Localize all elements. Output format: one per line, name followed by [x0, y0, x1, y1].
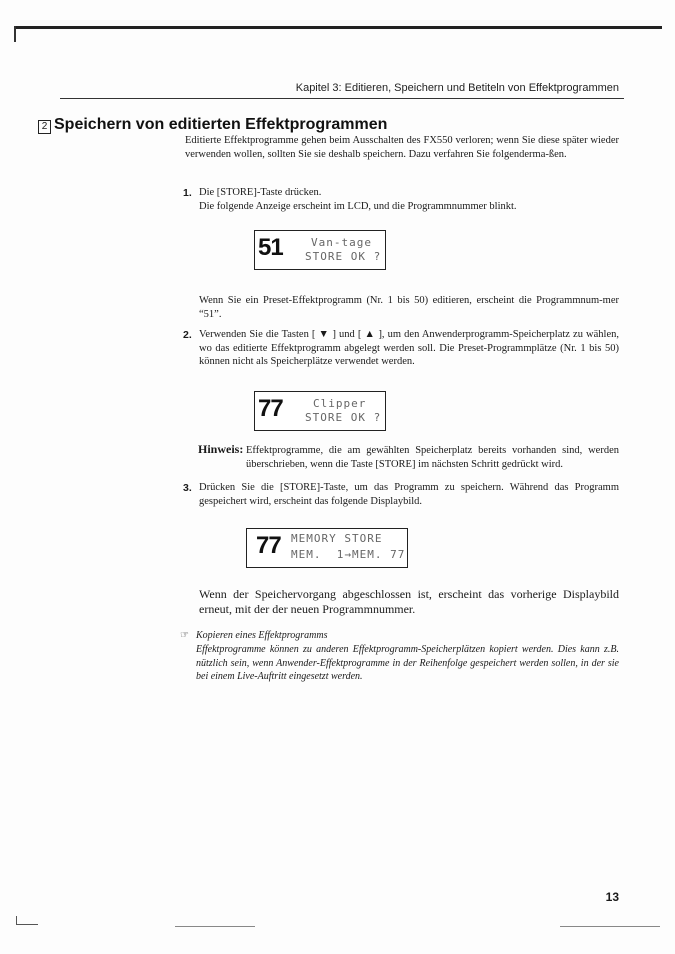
lcd-display-1 [254, 230, 386, 270]
scan-edge [14, 26, 662, 29]
step-3-text: Drücken Sie die [STORE]-Taste, um das Programm zu speichern. Während das Programm gespeichert wird, erscheint das folgende Displaybild. [199, 482, 619, 507]
step-1-number: 1. [183, 187, 192, 199]
lcd-display-3 [246, 528, 408, 568]
scan-corner [14, 26, 16, 42]
lcd-line-2: STORE OK ? [305, 411, 382, 424]
lcd-line-2: MEM. 1→MEM. 77 [291, 548, 406, 561]
header-rule [60, 98, 624, 99]
lcd-program-number: 77 [258, 395, 283, 422]
step-2-number: 2. [183, 329, 192, 341]
step-3-after: Wenn der Speichervorgang abgeschlossen ist, erscheint das vorherige Displaybild erneut, mit der der neuen Programmnummer. [199, 587, 619, 616]
step-1-text: Die [STORE]-Taste drücken. [199, 187, 322, 198]
pointing-hand-icon: ☞ [180, 630, 189, 641]
page-number: 13 [605, 890, 619, 904]
intro-paragraph: Editierte Effektprogramme gehen beim Ausschalten des FX550 verloren; wenn Sie diese später wieder verwenden wollen, sollten Sie sie deshalb speichern. Dazu verfahren Sie folgenderma-ßen. [185, 135, 619, 160]
note-text: Effektprogramme können zu anderen Effektprogramm-Speicherplätzen kopiert werden. Dies kann z.B. nützlich sein, wenn Anwender-Effektprogramme in der Reihenfolge gespeichert werden sollen, in der sie bei einem Live-Auftritt eingesetzt werden. [196, 644, 619, 682]
hinweis-label: Hinweis: [198, 442, 244, 456]
lcd-program-number: 51 [258, 234, 283, 261]
footer-rule-center [175, 926, 255, 927]
section-number-box: 2 [38, 120, 51, 134]
footer-mark-left-vertical [16, 916, 17, 925]
chapter-header: Kapitel 3: Editieren, Speichern und Betiteln von Effektprogrammen [295, 82, 619, 94]
lcd-line-1: MEMORY STORE [291, 532, 383, 545]
step-3-number: 3. [183, 482, 192, 494]
footer-rule-right [560, 926, 660, 927]
step-1-after: Wenn Sie ein Preset-Effektprogramm (Nr. 1 bis 50) editieren, erscheint die Programmnum-mer “51”. [199, 295, 619, 320]
hinweis-text: Effektprogramme, die am gewählten Speicherplatz bereits vorhanden sind, werden überschrieben, wenn die Taste [STORE] im nächsten Schritt gedrückt wird. [246, 445, 619, 470]
step-1-text-2: Die folgende Anzeige erscheint im LCD, und die Programmnummer blinkt. [199, 201, 517, 212]
lcd-program-number: 77 [256, 532, 281, 559]
step-2-text: Verwenden Sie die Tasten [ ▼ ] und [ ▲ ], um den Anwenderprogramm-Speicherplatz zu wählen, wo das editierte Effektprogramm abgelegt werden soll. Die Preset-Programmplätze (Nr. 1 bis 50) können nicht als Speicherplätze verwendet werden. [199, 329, 619, 367]
note-title: Kopieren eines Effektprogramms [196, 630, 328, 641]
section-title: Speichern von editierten Effektprogrammen [54, 116, 388, 133]
lcd-line-2: STORE OK ? [305, 250, 382, 263]
lcd-line-1: Clipper [313, 397, 367, 410]
footer-mark-left [16, 924, 38, 925]
lcd-line-1: Van-tage [311, 236, 372, 249]
lcd-display-2 [254, 391, 386, 431]
